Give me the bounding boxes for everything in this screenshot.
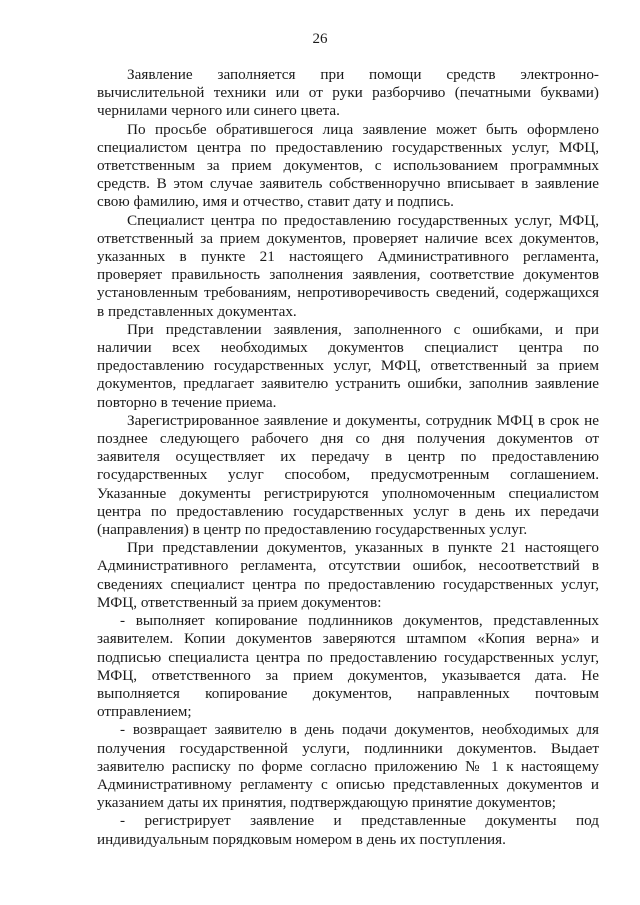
list-item-return-originals: - возвращает заявителю в день подачи документов, необходимых для получения государственной услуги, подлинники документов. Выдает заявителю расписку по форме согласно приложению № 1 к настоящему Административному регламенту с описью представленных документов и указанием даты их принятия, подтверждающую принятие документов; [97,721,599,812]
paragraph-document-transfer: Зарегистрированное заявление и документы, сотрудник МФЦ в срок не позднее следующего рабочего дня со дня получения документов от заявителя осуществляет их передачу в центр по предоставлению государственных услуг способом, предусмотренным соглашением. Указанные документы регистрируются уполномоченным специалистом центра по предоставлению государственных услуг в день их передачи (направления) в центр по предоставлению государственных услуг. [97,411,599,539]
paragraph-specialist-filling: По просьбе обратившегося лица заявление может быть оформлено специалистом центра по предоставлению государственных услуг, МФЦ, ответственным за прием документов, с использованием программных средств. В этом случае заявитель собственноручно вписывает в заявление свою фамилию, имя и отчество, ставит дату и подпись. [97,120,599,211]
document-body [97,66,599,849]
paragraph-document-check: Специалист центра по предоставлению государственных услуг, МФЦ, ответственный за прием документов, проверяет наличие всех документов, указанных в пункте 21 настоящего Административного регламента, проверяет правильность заполнения заявления, соответствие документов установленным требованиям, непротиворечивость сведений, содержащихся в представленных документах. [97,211,599,320]
page-number: 26 [312,31,328,47]
list-item-registration: - регистрирует заявление и представленные документы под индивидуальным порядковым номером в день их поступления. [97,812,599,848]
list-item-copying: - выполняет копирование подлинников документов, представленных заявителем. Копии документов заверяются штампом «Копия верна» и подписью специалиста центра по предоставлению государственных услуг, МФЦ, ответственного за прием документов, указывается дата. Не выполняется копирование документов, направленных почтовым отправлением; [97,612,599,721]
paragraph-error-correction: При представлении заявления, заполненного с ошибками, и при наличии всех необходимых документов специалист центра по предоставлению государственных услуг, МФЦ, ответственный за прием документов, предлагает заявителю устранить ошибки, заполнив заявление повторно в течение приема. [97,320,599,411]
paragraph-no-errors-actions: При представлении документов, указанных в пункте 21 настоящего Административного регламента, отсутствии ошибок, несоответствий в сведениях специалист центра по предоставлению государственных услуг, МФЦ, ответственный за прием документов: [97,539,599,611]
paragraph-filling-method: Заявление заполняется при помощи средств электронно-вычислительной техники или от руки разборчиво (печатными буквами) чернилами черного или синего цвета. [97,66,599,120]
